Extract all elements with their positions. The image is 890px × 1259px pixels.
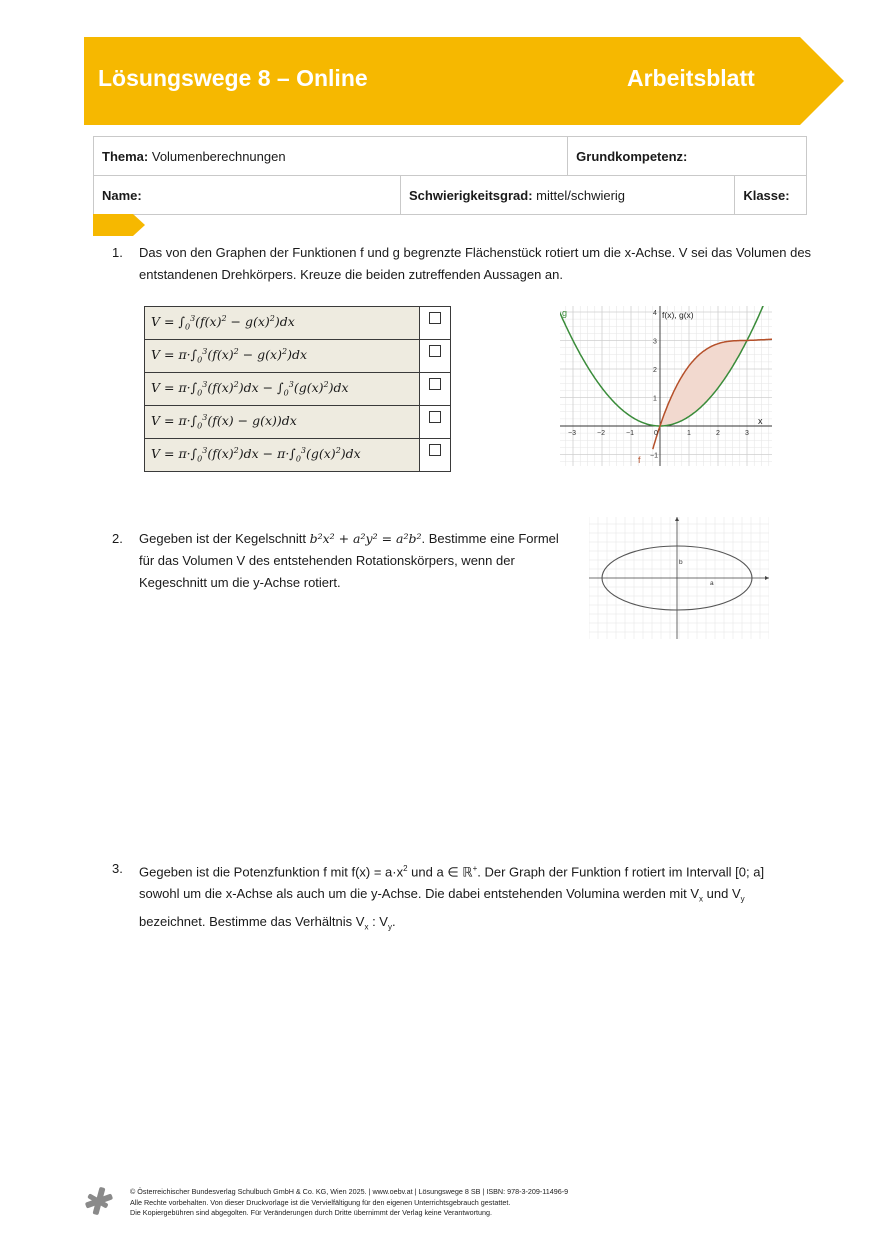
thema-value: Volumenberechnungen [151,148,286,164]
schwierigkeitsgrad-value: mittel/schwierig [536,187,626,203]
header-banner [84,37,844,125]
option-formula-4: $V = \pi\cdot\int_0^3(f(x) - g(x))dx$ [145,406,420,439]
task-3-plus-sup: + [472,864,478,873]
task-3-line3-part-a: bezeichnet. Bestimme das Verhältnis V [139,913,365,929]
task-3-text-line3 [139,911,819,939]
footer-line-2: Alle Rechte vorbehalten. Von dieser Druckvorlage ist die Vervielfältigung für den eigenen Unterrichtsgebrauch gestattet. [130,1197,511,1207]
thema-cell [94,137,568,176]
info-table [93,136,807,215]
g-curve-label: g [562,308,568,318]
option-row [145,340,451,373]
y-tick-label: −1 [650,452,658,460]
grundkompetenz-label: Grundkompetenz: [576,148,688,164]
x-axis-arrow-icon [765,576,769,580]
task-3-sub-y: y [740,894,745,904]
semi-axis-b-label: b [679,559,683,566]
task-3-sub-y2: y [387,922,392,932]
task-3-line3-mid: : V [368,913,388,929]
task-3-line2-part-a: sowohl um die x-Achse als auch um die y-Achse. Die dabei entstehenden Volumina werden mit V [139,886,700,902]
option-row [145,406,451,439]
x-tick-label: −2 [597,430,605,437]
task-3-exponent: 2 [403,864,408,873]
x-axis-label: x [758,416,763,426]
task-3-line1-part-a: Gegeben ist die Potenzfunktion f mit f(x) = a·x [139,864,404,880]
name-label: Name: [102,187,142,203]
y-tick-label: 1 [653,395,657,403]
publisher-logo-icon [84,1186,114,1216]
name-cell [94,176,401,215]
x-tick-label: 3 [745,430,749,437]
option-checkbox-1[interactable] [420,307,451,340]
y-tick-label: 4 [653,310,657,317]
option-formula-3: $V = \pi\cdot\int_0^3(f(x)^2)dx - \int_0^3(g(x)^2)dx$ [145,373,420,406]
schwierigkeitsgrad-cell [401,176,735,215]
option-checkbox-5[interactable] [420,439,451,472]
option-row [145,439,451,472]
option-checkbox-2[interactable] [420,340,451,373]
task-2-number: 2. [112,531,123,546]
g-curve [560,306,764,426]
task-2-text-line2: für das Volumen V des entstehenden Rotationskörpers, wenn der [139,553,515,568]
y-tick-label: 2 [653,367,657,374]
task-1-options-table [144,306,451,472]
y-axis-label: f(x), g(x) [662,310,694,320]
footer-text [130,1187,568,1219]
task-2-equation: b²x² + a²y² = a²b² [309,531,422,546]
header-left-title: Lösungswege 8 – Online [98,65,368,91]
task-1-text-line2: entstandenen Drehkörpers. Kreuze die beiden zutreffenden Aussagen an. [139,267,564,282]
x-tick-label: 1 [687,430,691,437]
f-curve-label: f [638,455,641,465]
schwierigkeitsgrad-label: Schwierigkeitsgrad: [409,187,533,203]
semi-axis-a-label: a [710,580,714,587]
y-axis-arrow-icon [675,517,679,521]
footer-line-1: © Österreichischer Bundesverlag Schulbuch GmbH & Co. KG, Wien 2025. | www.oebv.at | Lösungswege 8 SB | ISBN: 978-3-209-11496-9 [130,1187,569,1196]
task-3-line1-part-c: . Der Graph der Funktion f rotiert im Intervall [0; a] [477,864,765,880]
task-3-text-line1 [139,858,819,883]
section-marker-icon [93,214,145,236]
klasse-cell [735,176,807,215]
option-row [145,307,451,340]
task-3-line3-end: . [391,913,396,929]
option-row [145,373,451,406]
task-3-line2-mid: und V [703,886,741,902]
x-tick-label: −3 [568,430,576,437]
task-3-number: 3. [112,861,123,876]
task-3-line1-part-b: und a ∈ ℝ [407,864,473,880]
task-3-sub-x2: x [364,922,369,932]
option-formula-1: $V = \int_0^3(f(x)^2 - g(x)^2)dx$ [145,307,420,340]
x-tick-label: 2 [716,430,720,437]
thema-label: Thema: [102,148,149,164]
task-2-text-line1 [139,528,579,550]
grundkompetenz-cell [568,137,807,176]
option-checkbox-4[interactable] [420,406,451,439]
header-right-title: Arbeitsblatt [627,65,755,91]
task-1-graph [560,306,772,466]
option-checkbox-3[interactable] [420,373,451,406]
x-tick-label: 0 [654,430,658,437]
task-1-text-line1: Das von den Graphen der Funktionen f und g begrenzte Flächenstück rotiert um die x-Achse. V sei das Volumen des [139,245,812,260]
task-1-number: 1. [112,245,123,260]
option-formula-5: $V = \pi\cdot\int_0^3(f(x)^2)dx - \pi\cdot\int_0^3(g(x)^2)dx$ [145,439,420,472]
task-3-text-line2 [139,883,819,911]
task-2-text-pre: Gegeben ist der Kegelschnitt [139,531,310,546]
klasse-label: Klasse: [743,187,790,203]
footer-line-3: Die Kopiergebühren sind abgegolten. Für Veränderungen durch Dritte übernimmt der Verlag keine Verantwortung. [130,1208,492,1217]
y-tick-label: 3 [653,338,657,346]
task-3-sub-x: x [699,894,704,904]
option-formula-2: $V = \pi\cdot\int_0^3(f(x)^2 - g(x)^2)dx$ [145,340,420,373]
task-2-text-line3: Kegeschnitt um die y-Achse rotiert. [139,575,341,590]
x-tick-label: −1 [626,430,634,437]
task-2-text-post: . Bestimme eine Formel [421,531,559,546]
task-2-ellipse-graph [589,517,769,639]
